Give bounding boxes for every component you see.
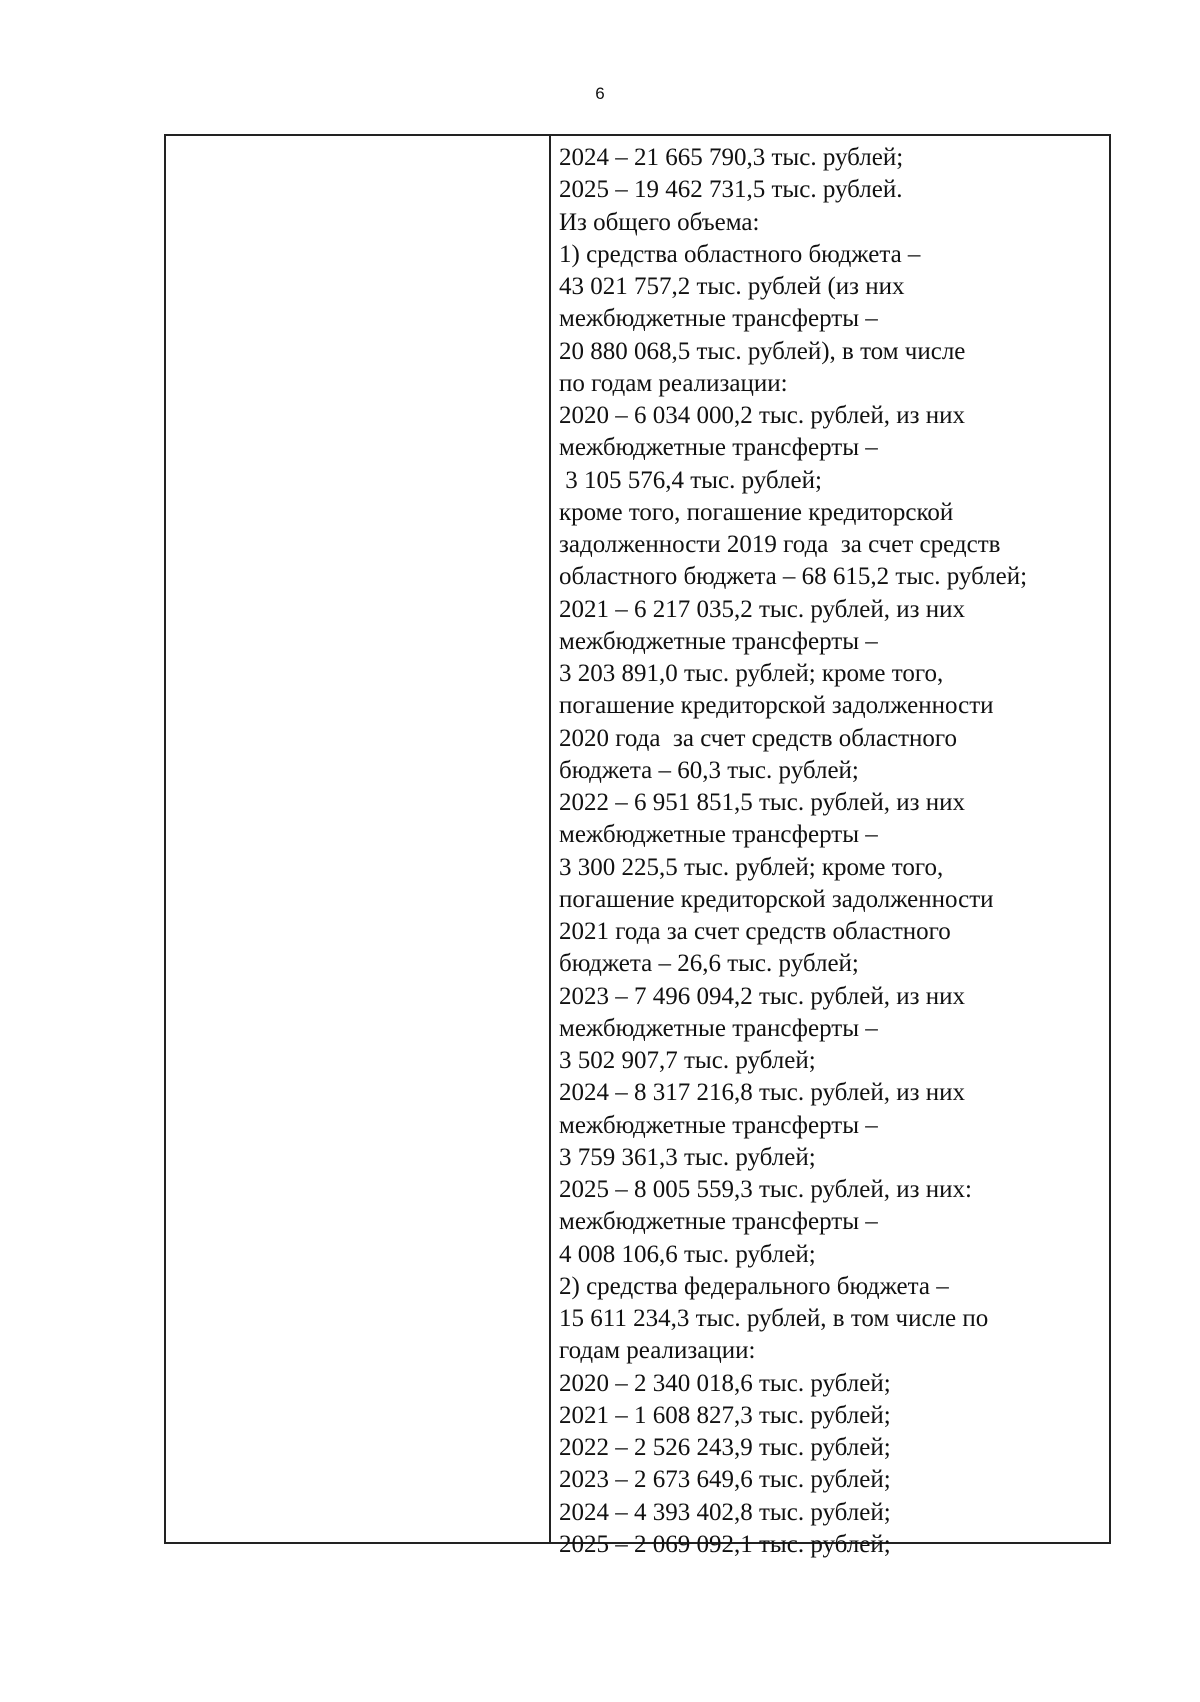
text-line: межбюджетные трансферты – <box>559 627 878 655</box>
text-line: 3 759 361,3 тыс. рублей; <box>559 1143 816 1171</box>
text-line: по годам реализации: <box>559 369 788 397</box>
table-right-cell <box>551 136 1109 1558</box>
text-line: бюджета – 26,6 тыс. рублей; <box>559 950 859 978</box>
text-line: Из общего объема: <box>559 208 760 236</box>
text-line: 2024 – 21 665 790,3 тыс. рублей; <box>559 144 904 171</box>
text-line: 2020 – 2 340 018,6 тыс. рублей; <box>559 1369 891 1397</box>
text-line: 2025 – 2 069 092,1 тыс. рублей; <box>559 1530 891 1558</box>
text-line: 2022 – 6 951 851,5 тыс. рублей, из них <box>559 789 965 816</box>
text-line: годам реализации: <box>559 1337 756 1365</box>
text-line: областного бюджета – 68 615,2 тыс. рублей; <box>559 563 1028 591</box>
document-table <box>164 134 1111 1558</box>
text-line: бюджета – 60,3 тыс. рублей; <box>559 756 859 784</box>
text-line: межбюджетные трансферты – <box>559 434 878 462</box>
text-line: погашение кредиторской задолженности <box>559 885 994 913</box>
text-line: 3 300 225,5 тыс. рублей; кроме того, <box>559 853 944 881</box>
text-line: 2021 – 6 217 035,2 тыс. рублей, из них <box>559 595 965 623</box>
text-line: 1) средства областного бюджета – <box>559 240 921 268</box>
text-line: межбюджетные трансферты – <box>559 1014 878 1042</box>
text-line: погашение кредиторской задолженности <box>559 692 994 720</box>
text-line: 2022 – 2 526 243,9 тыс. рублей; <box>559 1434 891 1461</box>
text-line: 3 502 907,7 тыс. рублей; <box>559 1047 816 1074</box>
text-line: 2023 – 7 496 094,2 тыс. рублей, из них <box>559 982 965 1010</box>
text-line: 20 880 068,5 тыс. рублей), в том числе <box>559 337 966 365</box>
text-line: 2021 года за счет средств областного <box>559 918 951 945</box>
text-line: 2020 – 6 034 000,2 тыс. рублей, из них <box>559 402 965 429</box>
text-line: 3 203 891,0 тыс. рублей; кроме того, <box>559 660 944 687</box>
page-number: 6 <box>595 84 605 103</box>
text-line: 3 105 576,4 тыс. рублей; <box>559 466 822 494</box>
text-line: 2020 года за счет средств областного <box>559 724 957 752</box>
text-line: 2023 – 2 673 649,6 тыс. рублей; <box>559 1466 891 1494</box>
text-line: 4 008 106,6 тыс. рублей; <box>559 1240 816 1268</box>
table-left-cell <box>166 136 551 1542</box>
text-line: 15 611 234,3 тыс. рублей, в том числе по <box>559 1305 989 1332</box>
text-line: 2024 – 8 317 216,8 тыс. рублей, из них <box>559 1079 965 1107</box>
text-line: межбюджетные трансферты – <box>559 305 878 333</box>
text-line: межбюджетные трансферты – <box>559 821 878 849</box>
text-line: 2024 – 4 393 402,8 тыс. рублей; <box>559 1498 891 1526</box>
text-line: кроме того, погашение кредиторской <box>559 498 954 526</box>
text-line: 2) средства федерального бюджета – <box>559 1272 949 1300</box>
text-line: 2021 – 1 608 827,3 тыс. рублей; <box>559 1401 891 1429</box>
text-line: 43 021 757,2 тыс. рублей (из них <box>559 273 905 300</box>
text-line: межбюджетные трансферты – <box>559 1111 878 1139</box>
text-line: задолженности 2019 года за счет средств <box>559 531 1001 558</box>
text-line: межбюджетные трансферты – <box>559 1208 878 1236</box>
text-line: 2025 – 19 462 731,5 тыс. рублей. <box>559 176 903 204</box>
text-line: 2025 – 8 005 559,3 тыс. рублей, из них: <box>559 1176 972 1203</box>
